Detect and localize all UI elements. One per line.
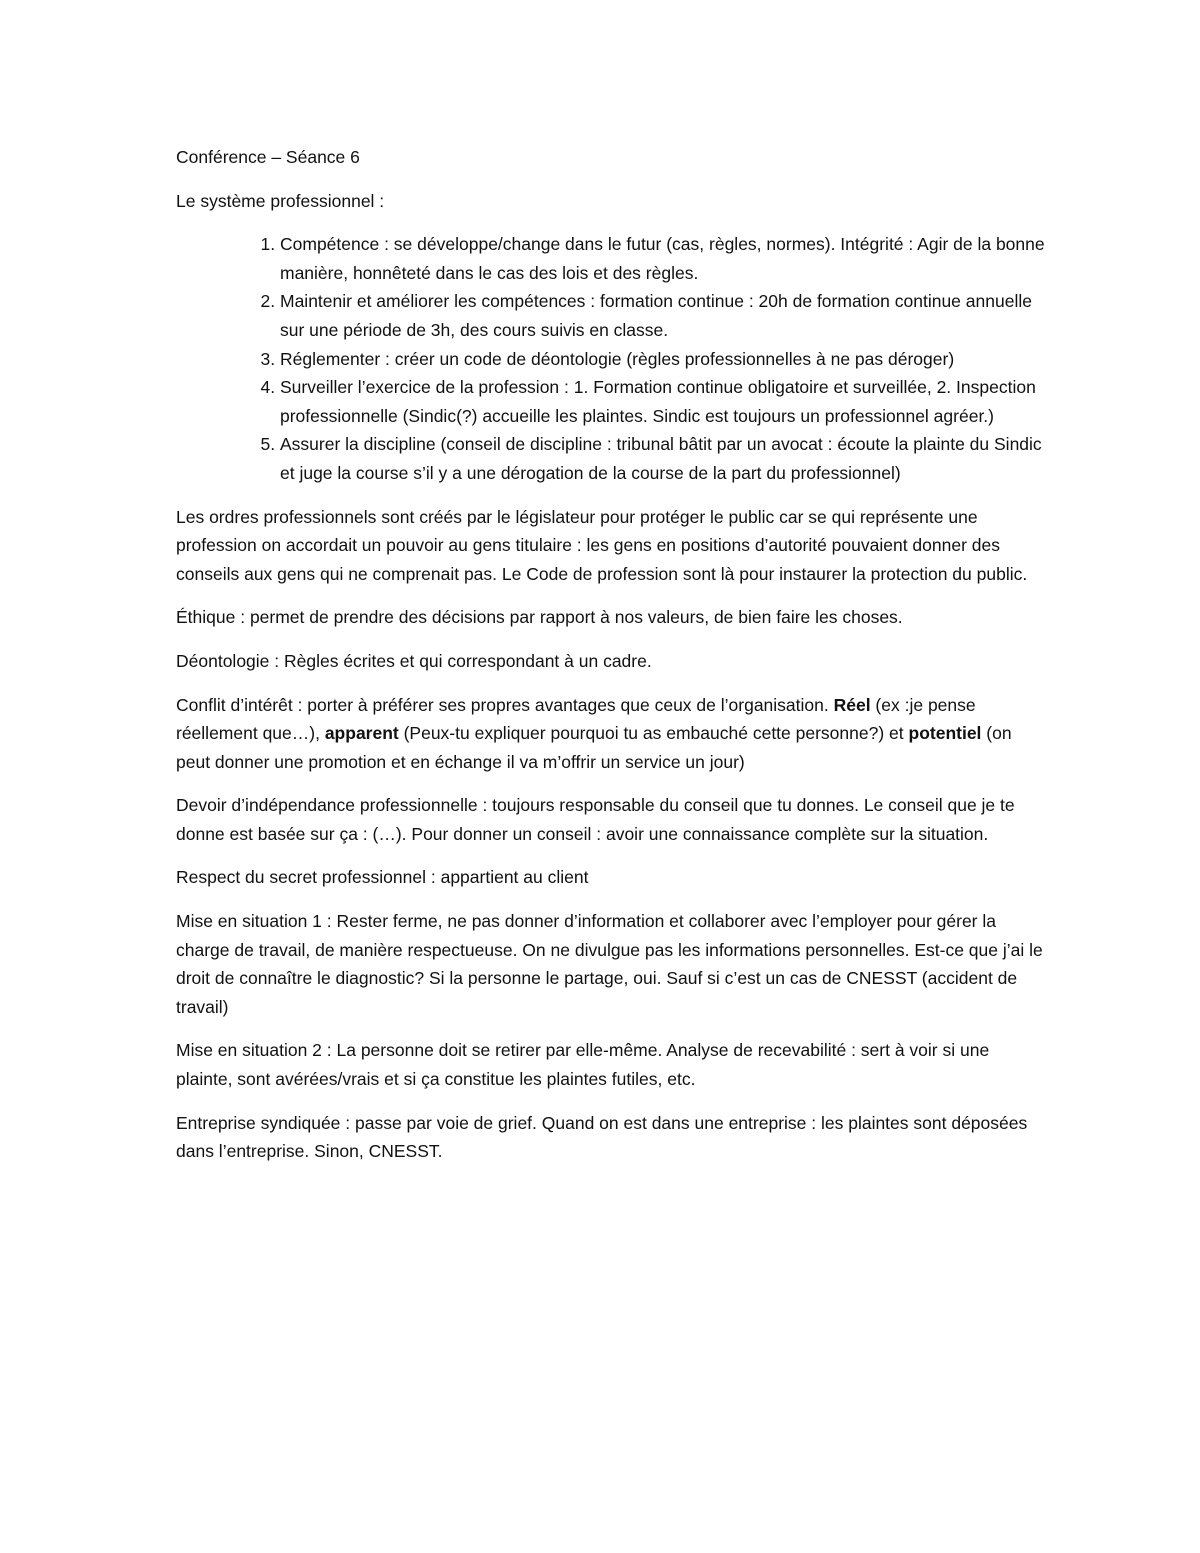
paragraph-conflit <box>176 691 1046 777</box>
paragraph-deontologie: Déontologie : Règles écrites et qui correspondant à un cadre. <box>176 650 652 671</box>
paragraph-ethique: Éthique : permet de prendre des décisions par rapport à nos valeurs, de bien faire les choses. <box>176 607 903 628</box>
conflit-apparent-text: (Peux-tu expliquer pourquoi tu as embauché cette personne?) et <box>398 723 909 744</box>
paragraph-mise-en-situation-2: Mise en situation 2 : La personne doit se retirer par elle-même. Analyse de recevabilité : sert à voir si une plainte, sont avérées/vrais et si ça constitue les plaintes futiles, etc. <box>176 1040 990 1090</box>
conflit-reel-label: Réel <box>833 694 871 715</box>
list-item: 5. Assurer la discipline (conseil de discipline : tribunal bâtit par un avocat : écoute la plainte du Sindic et juge la course s’il y a une dérogation de la course de la part du professionnel) <box>280 430 1046 487</box>
list-item: 3. Réglementer : créer un code de déontologie (règles professionnelles à ne pas déroger) <box>280 345 1046 374</box>
paragraph-mise-en-situation-1: Mise en situation 1 : Rester ferme, ne pas donner d’information et collaborer avec l’employer pour gérer la charge de travail, de manière respectueuse. On ne divulgue pas les informations personnelles. Est-ce que j’ai le droit de connaître le diagnostic? Si la personne le partage, oui. Sauf si c’est un cas de CNESST (accident de travail) <box>176 911 1043 1017</box>
conflit-potentiel-label: potentiel <box>908 723 982 744</box>
list-item: 2. Maintenir et améliorer les compétences : formation continue : 20h de formation continue annuelle sur une période de 3h, des cours suivis en classe. <box>280 287 1046 344</box>
document-title: Conférence – Séance 6 <box>176 147 360 167</box>
paragraph-secret: Respect du secret professionnel : appartient au client <box>176 867 589 888</box>
paragraph-devoir: Devoir d’indépendance professionnelle : toujours responsable du conseil que tu donnes. Le conseil que je te donne est basée sur ça : (…). Pour donner un conseil : avoir une connaissance complète sur la situation. <box>176 795 1015 844</box>
paragraph-ordres: Les ordres professionnels sont créés par le législateur pour protéger le public car se qui représente une profession on accordait un pouvoir au gens titulaire : les gens en positions d’autorité pouvaient donner des conseils aux gens qui ne comprenait pas. Le Code de profession sont là pour instaurer la protection du public. <box>176 506 1028 584</box>
list-item: 1. Compétence : se développe/change dans le futur (cas, règles, normes). Intégrité : Agir de la bonne manière, honnêteté dans le cas des lois et des règles. <box>280 230 1046 287</box>
section-heading: Le système professionnel : <box>176 190 385 211</box>
conflit-reel-text: (ex :je pense réellement que…), <box>176 694 976 744</box>
document-page <box>176 143 1046 1181</box>
paragraph-entreprise: Entreprise syndiquée : passe par voie de grief. Quand on est dans une entreprise : les plaintes sont déposées dans l’entreprise. Sinon, CNESST. <box>176 1112 1028 1162</box>
conflit-apparent-label: apparent <box>324 723 399 744</box>
numbered-list <box>175 230 1046 487</box>
conflit-potentiel-text: (on peut donner une promotion et en échange il va m’offrir un service un jour) <box>176 723 1012 772</box>
conflit-intro: Conflit d’intérêt : porter à préférer ses propres avantages que ceux de l’organisation. <box>176 694 834 715</box>
list-item: 4. Surveiller l’exercice de la profession : 1. Formation continue obligatoire et surveillée, 2. Inspection professionnelle (Sindic(?) accueille les plaintes. Sindic est toujours un professionnel agréer.) <box>280 373 1046 430</box>
